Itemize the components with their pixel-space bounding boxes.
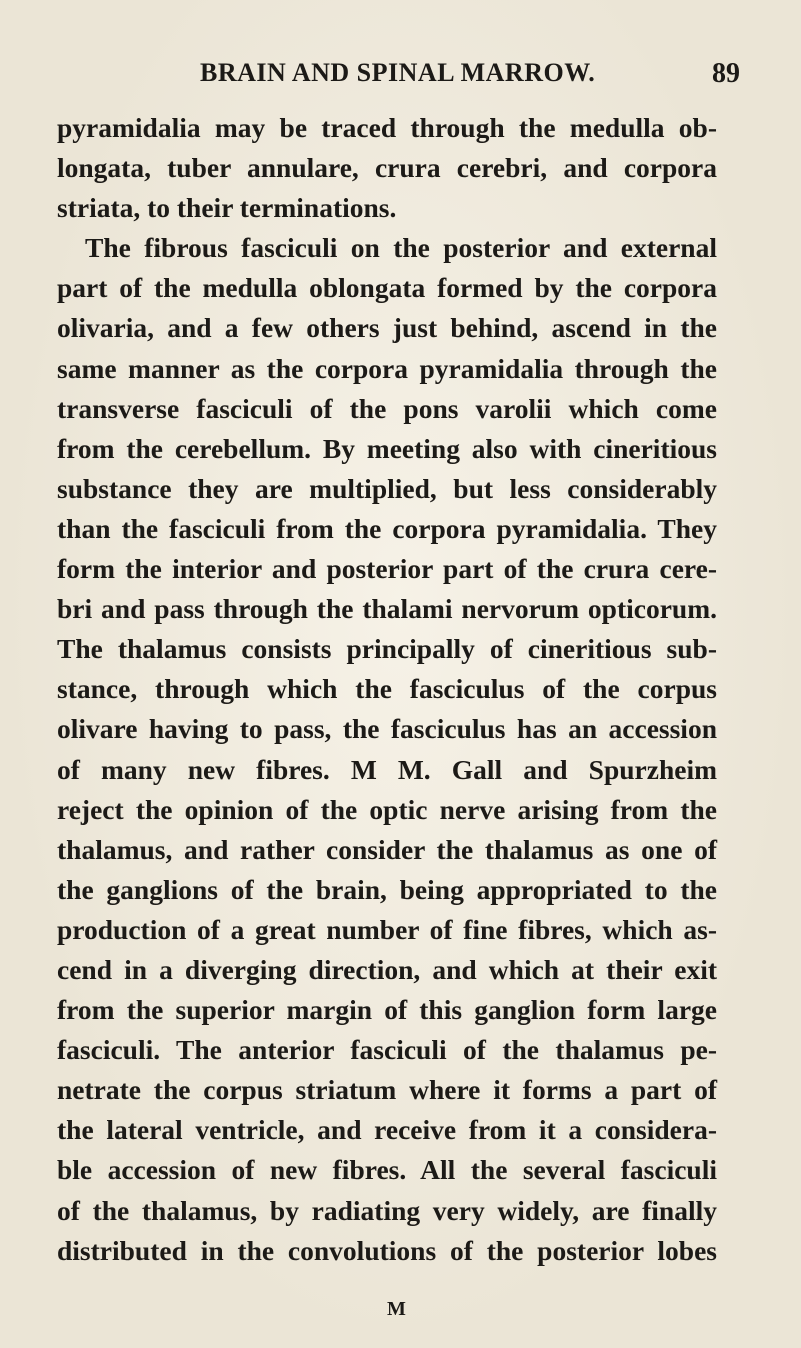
text-line: The fibrous fasciculi on the posterior and external (85, 232, 717, 264)
text-line: the ganglions of the brain, being appropriated to the (57, 873, 717, 905)
text-line: from the superior margin of this ganglion form large (57, 994, 717, 1026)
text-line: olivare having to pass, the fasciculus has an accession (57, 713, 717, 745)
text-line: olivaria, and a few others just behind, ascend in the (57, 312, 717, 344)
text-line: part of the medulla oblongata formed by the corpora (57, 272, 717, 304)
text-line: the lateral ventricle, and receive from it a considera- (57, 1114, 717, 1146)
text-line: striata, to their terminations. (57, 192, 397, 224)
text-line: transverse fasciculi of the pons varolii which come (57, 392, 717, 424)
page-number: 89 (712, 58, 740, 89)
running-head (60, 58, 740, 98)
text-line: bri and pass through the thalami nervorum opticorum. (57, 593, 717, 625)
text-line: of the thalamus, by radiating very widely, are finally (57, 1194, 717, 1226)
text-line: fasciculi. The anterior fasciculi of the thalamus pe- (57, 1034, 717, 1066)
text-line: distributed in the convolutions of the posterior lobes (57, 1234, 717, 1266)
text-line: substance they are multiplied, but less considerably (57, 472, 717, 504)
body-text (57, 108, 717, 1271)
text-line: reject the opinion of the optic nerve arising from the (57, 793, 717, 825)
text-line: ble accession of new fibres. All the several fasciculi (57, 1154, 717, 1186)
text-line: The thalamus consists principally of cineritious sub- (57, 633, 717, 665)
text-line: thalamus, and rather consider the thalamus as one of (57, 833, 717, 865)
running-title: BRAIN AND SPINAL MARROW. (200, 58, 596, 87)
text-line: than the fasciculi from the corpora pyramidalia. They (57, 512, 717, 544)
text-line: of many new fibres. M M. Gall and Spurzheim (57, 753, 717, 785)
text-line: netrate the corpus striatum where it forms a part of (57, 1074, 717, 1106)
text-line: cend in a diverging direction, and which at their exit (57, 953, 717, 985)
text-line: same manner as the corpora pyramidalia through the (57, 352, 717, 384)
text-line: from the cerebellum. By meeting also with cineritious (57, 432, 717, 464)
text-line: pyramidalia may be traced through the medulla ob- (57, 112, 717, 143)
text-line: form the interior and posterior part of the crura cere- (57, 553, 717, 585)
text-line: production of a great number of fine fibres, which as- (57, 913, 717, 945)
text-line: longata, tuber annulare, crura cerebri, and corpora (57, 152, 717, 184)
signature-mark: M (387, 1298, 406, 1320)
text-line: stance, through which the fasciculus of the corpus (57, 673, 717, 705)
